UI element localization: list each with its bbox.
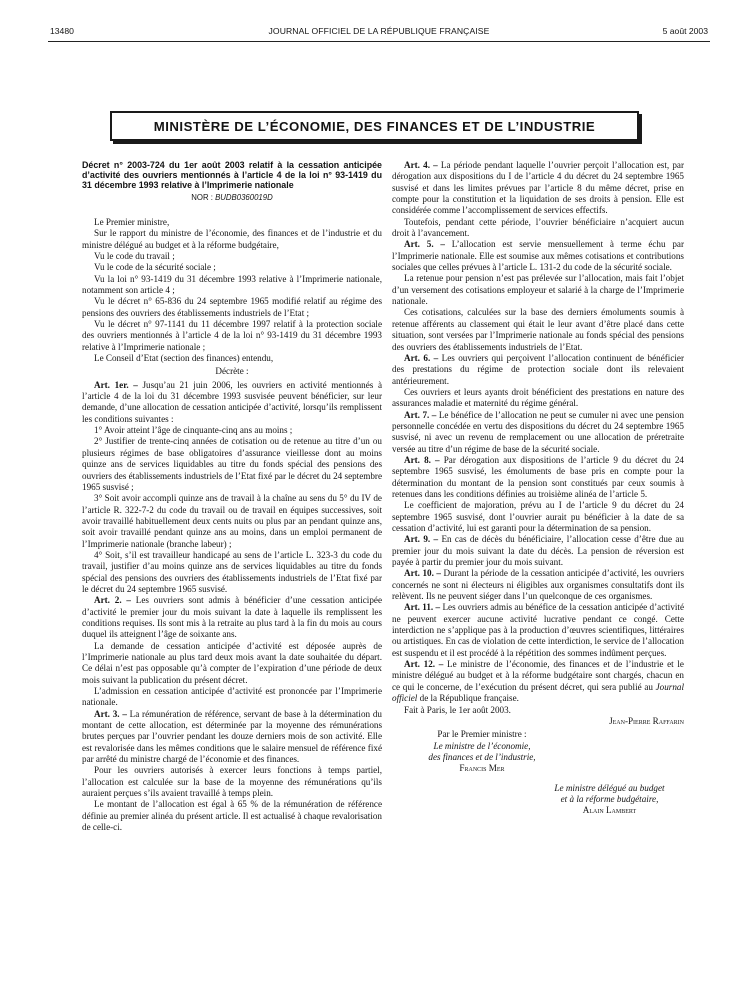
- paragraph: Le Premier ministre,: [94, 216, 170, 227]
- nor-label: NOR :: [191, 192, 213, 202]
- paragraph: La demande de cessation anticipée d’activité est déposée auprès de l’Imprimerie nationale au plus tard deux mois avant la date souhaitée du départ. Ce délai n’est pas opposable qu’à compter de l’expiration d’une période de deux mois suivant la publication du présent décret.: [82, 640, 382, 685]
- article-12: Art. 12. – Le ministre de l’économie, des finances et de l’industrie et le ministre délégué au budget et à la réforme budgétaire sont chargés, chacun en ce qui le concerne, de l’exécution du présent décret, qui sera publié au Journal officiel de la République française.: [392, 659, 685, 704]
- nor-reference: [82, 192, 382, 203]
- paragraph: Ces cotisations, calculées sur la base des derniers émoluments soumis à retenue afférents au classement qui était le leur avant d’être placé dans cette situation, sont versées par l’Imprimerie nationale au fonds spécial des pensions des ouvriers des établissements industriels de l’Etat.: [392, 307, 684, 352]
- ministry-heading: [110, 111, 639, 141]
- article-6: Art. 6. – Les ouvriers qui perçoivent l’allocation continuent de bénéficier des prestations du régime de protection sociale dont ils relevaient antérieurement.: [392, 352, 684, 386]
- right-column: [392, 160, 684, 817]
- article-label: Art. 9. –: [404, 534, 439, 545]
- paragraph: 4° Soit, s’il est travailleur handicapé au sens de l’article L. 323-3 du code du travail, justifier d’au moins quinze ans de services liquidables au titre du fonds spécial des pensions des ouvriers des établissements industriels de l’Etat fixé par le décret du 24 septembre 1965 susvisé.: [82, 549, 382, 594]
- article-9: Art. 9. – En cas de décès du bénéficiaire, l’allocation cesse d’être due au premier jour du mois suivant la date du décès. La pension de réversion est payée à partir du premier jour du mois suivant.: [392, 534, 684, 568]
- paragraph: Le Conseil d’Etat (section des finances) entendu,: [94, 353, 274, 364]
- article-11: Art. 11. – Les ouvriers admis au bénéfice de la cessation anticipée d’activité ne peuvent exercer aucune activité lucrative pendant ce congé. Cette interdiction ne s’applique pas à la production d’œuvres scientifiques, littéraires ou artistiques. En cas de violation de cette interdiction, le service de l’allocation est suspendu et il est procédé à la répétition des sommes indûment perçues.: [392, 602, 685, 658]
- issue-date: 5 août 2003: [662, 26, 708, 36]
- journal-title: JOURNAL OFFICIEL DE LA RÉPUBLIQUE FRANÇAISE: [268, 26, 490, 36]
- signature-alain-lambert: Alain Lambert: [582, 805, 637, 816]
- header-rule: [48, 41, 710, 42]
- article-10: Art. 10. – Durant la période de la cessation anticipée d’activité, les ouvriers concernés ne sont ni électeurs ni éligibles aux organismes consultatifs dont ils relèvent. Ils ne peuvent siéger dans l’un quelconque de ces organismes.: [392, 568, 684, 602]
- article-3: Art. 3. – La rémunération de référence, servant de base à la détermination du montant de cette allocation, est déterminée par la moyenne des rémunérations brutes perçues par l’ouvrier pendant les douze derniers mois de son activité. Elle est revalorisée dans les mêmes conditions que le salaire mensuel de référence fixé par arrêté du ministre chargé de l’économie et des finances.: [82, 708, 382, 765]
- paragraph: Pour les ouvriers autorisés à exercer leurs fonctions à temps partiel, l’allocation est calculée sur la base de la moyenne des rémunérations qu’ils auraient perçues s’ils avaient travaillé à temps plein.: [82, 765, 382, 799]
- article-1: Art. 1er. – Jusqu’au 21 juin 2006, les ouvriers en activité mentionnés à l’article 4 de la loi du 31 décembre 1993 susvisée peuvent bénéficier, sur leur demande, d’une allocation de cessation anticipée d’activité, lorsqu’ils remplissent les conditions suivantes :: [82, 379, 382, 424]
- article-label: Art. 10. –: [404, 568, 441, 579]
- decrete-heading: Décrète :: [215, 366, 249, 377]
- article-label: Art. 8. –: [404, 454, 440, 465]
- article-label: Art. 7. –: [404, 409, 437, 420]
- signature-francis-mer: Francis Mer: [459, 763, 505, 774]
- article-label: Art. 11. –: [404, 602, 441, 613]
- paragraph: Vu le décret n° 65-836 du 24 septembre 1965 modifié relatif au régime des pensions des ouvriers des établissements industriels de l’Etat ;: [82, 296, 382, 318]
- paragraph: Vu le décret n° 97-1141 du 11 décembre 1997 relatif à la protection sociale des ouvriers mentionnés à l’article 4 de la loi n° 93-1419 du 31 décembre 1993 relative à l’Imprimerie nationale ;: [82, 319, 382, 352]
- paragraph: Le montant de l’allocation est égal à 65 % de la rémunération de référence définie au premier alinéa du présent article. Il est actualisé à chaque revalorisation de celle-ci.: [82, 799, 382, 833]
- paragraph: Ces ouvriers et leurs ayants droit bénéficient des prestations en nature des assurances maladie et maternité du régime général.: [392, 386, 684, 409]
- article-2: Art. 2. – Les ouvriers sont admis à bénéficier d’une cessation anticipée d’activité le premier jour du mois suivant la date à laquelle ils remplissent les conditions requises. Ils sont mis à la retraite au plus tard à la fin du mois au cours duquel ils atteignent l’âge de soixante ans.: [82, 595, 383, 640]
- paragraph: La retenue pour pension n’est pas prélevée sur l’allocation, mais fait l’objet d’un versement des cotisations employeur et salarié à la charge de l’Imprimerie nationale.: [392, 273, 684, 307]
- page-header: [50, 26, 708, 40]
- paragraph: 2° Justifier de trente-cinq années de cotisation ou de retenue au titre d’un ou plusieurs régimes de base obligatoires d’assurance vieillesse dont au moins quinze ans de services liquidables au titre du fonds spécial des pensions des ouvriers des établissements industriels de l’Etat fixé par le décret du 24 septembre 1965 susvisé ;: [82, 436, 383, 492]
- paragraph: Sur le rapport du ministre de l’économie, des finances et de l’industrie et du ministre délégué au budget et à la réforme budgétaire,: [82, 228, 382, 250]
- article-label: Art. 12. –: [404, 659, 444, 670]
- signature-block-economy: Par le Premier ministre : Le ministre de l’économie, des finances et de l’industrie, Francis Mer: [392, 729, 572, 774]
- article-label: Art. 4. –: [404, 160, 438, 170]
- article-7: Art. 7. – Le bénéfice de l’allocation ne peut se cumuler ni avec une pension personnelle concédée en vertu des dispositions du décret du 24 septembre 1965 susvisé, ni avec un revenu de remplacement ou une allocation de préretraite versée au titre d’un régime de base de la sécurité sociale.: [392, 409, 684, 454]
- signature-prime-minister: Jean-Pierre Raffarin: [609, 715, 684, 726]
- paragraph: Vu la loi n° 93-1419 du 31 décembre 1993 relative à l’Imprimerie nationale, notamment son article 4 ;: [82, 273, 382, 296]
- signature-block-budget: Le ministre délégué au budget et à la réforme budgétaire, Alain Lambert: [522, 783, 697, 817]
- article-label: Art. 3. –: [94, 708, 127, 719]
- article-4: Art. 4. – La période pendant laquelle l’ouvrier perçoit l’allocation est, par dérogation aux dispositions du I de l’article 4 du décret du 24 septembre 1965 susvisé et dans les limites prévues par l’article 8 du même décret, prise en compte pour la constitution et la liquidation de ses droits à pension. Elle est considérée comme l’accomplissement de services effectifs.: [392, 160, 684, 216]
- page-number: 13480: [50, 26, 74, 36]
- article-5: Art. 5. – L’allocation est servie mensuellement à terme échu par l’Imprimerie nationale. Elle est soumise aux mêmes cotisations et contributions sociales que celles prévues à l’article L. 131-2 du code de la sécurité sociale.: [392, 239, 684, 273]
- paragraph: 3° Soit avoir accompli quinze ans de travail à la chaîne au sens du 5° du IV de l’article R. 322-7-2 du code du travail ou de travail en équipes successives, soit avoir travaillé habituellement deux cents nuits ou plus par an pendant quinze ans, soit avoir travaillé pendant quinze ans au moins, dans un emploi permanent de l’Imprimerie nationale (branche labeur) ;: [82, 493, 382, 549]
- article-label: Art. 2. –: [94, 595, 131, 606]
- article-label: Art. 1er. –: [94, 379, 138, 390]
- signature-date: Fait à Paris, le 1er août 2003.: [404, 704, 511, 715]
- decree-title: Décret n° 2003-724 du 1er août 2003 relatif à la cessation anticipée d’activité des ouvriers mentionnés à l’article 4 de la loi n° 93-1419 du 31 décembre 1993 relative à l’Imprimerie nationale: [82, 160, 382, 191]
- nor-code: BUDB0360019D: [215, 192, 273, 202]
- paragraph: Toutefois, pendant cette période, l’ouvrier bénéficiaire n’acquiert aucun droit à l’avancement.: [392, 216, 684, 239]
- paragraph: Vu le code du travail ;: [94, 250, 175, 261]
- paragraph: Le coefficient de majoration, prévu au I de l’article 9 du décret du 24 septembre 1965 susvisé, dont l’ouvrier aurait pu bénéficier à la date de sa cessation d’activité, lui est garanti pour la détermination de sa pension.: [392, 500, 684, 533]
- paragraph: 1° Avoir atteint l’âge de cinquante-cinq ans au moins ;: [94, 425, 293, 436]
- paragraph: Vu le code de la sécurité sociale ;: [94, 262, 216, 273]
- ministry-title: MINISTÈRE DE L’ÉCONOMIE, DES FINANCES ET DE L’INDUSTRIE: [153, 118, 596, 134]
- paragraph: L’admission en cessation anticipée d’activité est prononcée par l’Imprimerie nationale.: [82, 686, 382, 708]
- article-label: Art. 5. –: [404, 239, 445, 250]
- article-label: Art. 6. –: [404, 352, 439, 363]
- article-8: Art. 8. – Par dérogation aux dispositions de l’article 9 du décret du 24 septembre 1965 susvisé, les émoluments de base pris en compte pour la détermination du montant de la pension sont constitués par ceux soumis à retenues dans les conditions définies au troisième alinéa de l’article 5.: [392, 454, 684, 499]
- left-column: [82, 160, 382, 834]
